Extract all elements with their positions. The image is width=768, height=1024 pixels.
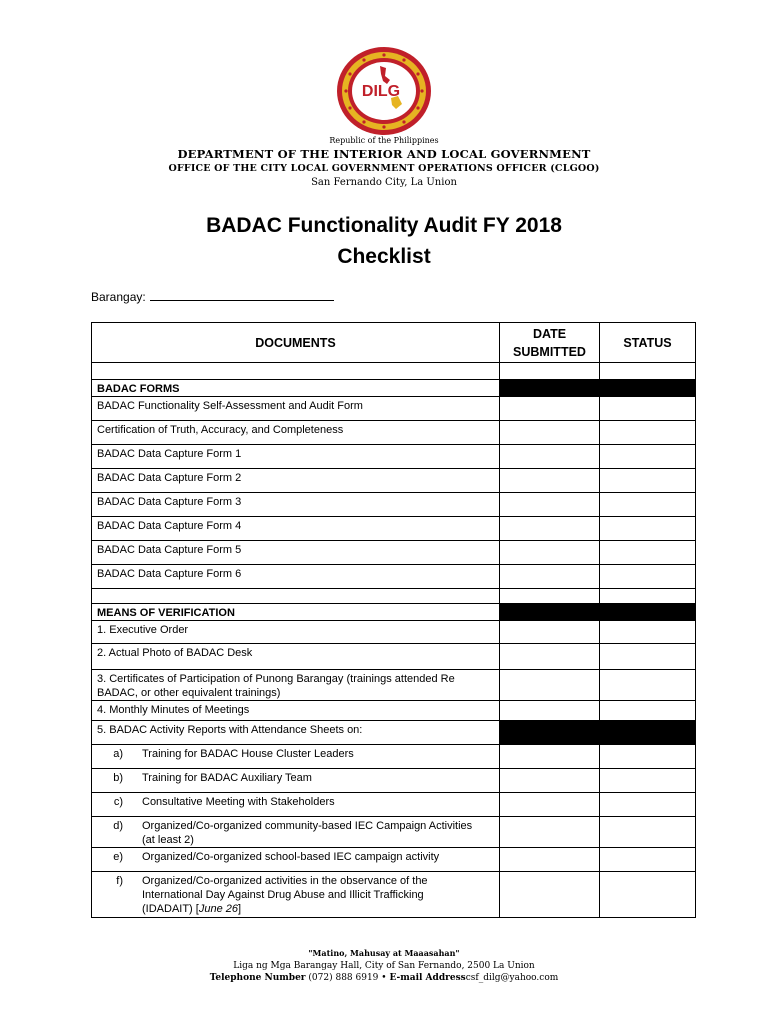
date-submitted-cell[interactable] bbox=[500, 541, 600, 565]
section-badac-forms: BADAC FORMS bbox=[92, 380, 696, 397]
dilg-seal-logo bbox=[336, 46, 432, 136]
shaded-cell bbox=[500, 380, 600, 397]
status-cell[interactable] bbox=[600, 621, 696, 644]
barangay-label: Barangay: bbox=[91, 290, 146, 304]
table-row: BADAC Data Capture Form 6 bbox=[92, 565, 696, 589]
date-submitted-cell[interactable] bbox=[500, 848, 600, 872]
date-submitted-cell[interactable] bbox=[500, 817, 600, 848]
table-row: a) Training for BADAC House Cluster Leaders bbox=[92, 745, 696, 769]
status-cell[interactable] bbox=[600, 469, 696, 493]
date-submitted-cell[interactable] bbox=[500, 493, 600, 517]
col-date-submitted: DATE SUBMITTED bbox=[500, 323, 600, 363]
office-name: OFFICE OF THE CITY LOCAL GOVERNMENT OPERATIONS OFFICER (CLGOO) bbox=[168, 163, 600, 174]
date-submitted-cell[interactable] bbox=[500, 793, 600, 817]
status-cell[interactable] bbox=[600, 565, 696, 589]
table-row: e) Organized/Co-organized school-based IEC campaign activity bbox=[92, 848, 696, 872]
status-cell[interactable] bbox=[600, 397, 696, 421]
checklist-table bbox=[91, 322, 696, 918]
barangay-field bbox=[91, 289, 334, 304]
table-row: c) Consultative Meeting with Stakeholders bbox=[92, 793, 696, 817]
date-submitted-cell[interactable] bbox=[500, 517, 600, 541]
status-cell[interactable] bbox=[600, 817, 696, 848]
date-submitted-cell[interactable] bbox=[500, 565, 600, 589]
table-row: 3. Certificates of Participation of Punong Barangay (trainings attended Re BADAC, or other equivalent trainings) bbox=[92, 670, 696, 701]
status-cell[interactable] bbox=[600, 493, 696, 517]
table-row: BADAC Data Capture Form 2 bbox=[92, 469, 696, 493]
status-cell[interactable] bbox=[600, 421, 696, 445]
table-row: 1. Executive Order bbox=[92, 621, 696, 644]
footer-contact: Telephone Number (072) 888 6919 • E-mail Addresscsf_dilg@yahoo.com bbox=[209, 973, 559, 983]
table-row: BADAC Data Capture Form 3 bbox=[92, 493, 696, 517]
status-cell[interactable] bbox=[600, 644, 696, 670]
table-row: 5. BADAC Activity Reports with Attendance Sheets on: bbox=[92, 721, 696, 745]
date-submitted-cell[interactable] bbox=[500, 769, 600, 793]
status-cell[interactable] bbox=[600, 517, 696, 541]
shaded-cell bbox=[500, 721, 600, 745]
section-means-of-verification: MEANS OF VERIFICATION bbox=[92, 604, 696, 621]
table-header-row bbox=[92, 323, 696, 363]
status-cell[interactable] bbox=[600, 541, 696, 565]
table-row: Certification of Truth, Accuracy, and Completeness bbox=[92, 421, 696, 445]
date-submitted-cell[interactable] bbox=[500, 421, 600, 445]
date-submitted-cell[interactable] bbox=[500, 701, 600, 721]
status-cell[interactable] bbox=[600, 670, 696, 701]
republic-line: Republic of the Philippines bbox=[329, 136, 439, 145]
table-row: d) Organized/Co-organized community-based IEC Campaign Activities (at least 2) bbox=[92, 817, 696, 848]
date-submitted-cell[interactable] bbox=[500, 872, 600, 918]
table-row: f) Organized/Co-organized activities in the observance of the International Day Against Drug Abuse and Illicit Trafficking (IDADAIT) [June 26] bbox=[92, 872, 696, 918]
table-row-spacer bbox=[92, 589, 696, 604]
logo-text: DILG bbox=[361, 83, 401, 100]
table-row: BADAC Data Capture Form 4 bbox=[92, 517, 696, 541]
date-submitted-cell[interactable] bbox=[500, 621, 600, 644]
status-cell[interactable] bbox=[600, 745, 696, 769]
status-cell[interactable] bbox=[600, 848, 696, 872]
status-cell[interactable] bbox=[600, 872, 696, 918]
status-cell[interactable] bbox=[600, 769, 696, 793]
date-submitted-cell[interactable] bbox=[500, 445, 600, 469]
date-submitted-cell[interactable] bbox=[500, 745, 600, 769]
table-row-spacer bbox=[92, 363, 696, 380]
shaded-cell bbox=[500, 604, 600, 621]
department-name: DEPARTMENT OF THE INTERIOR AND LOCAL GOVERNMENT bbox=[177, 147, 591, 161]
date-submitted-cell[interactable] bbox=[500, 469, 600, 493]
footer-motto: "Matino, Mahusay at Maaasahan" bbox=[308, 948, 460, 958]
status-cell[interactable] bbox=[600, 445, 696, 469]
city-line: San Fernando City, La Union bbox=[311, 177, 457, 188]
table-row: 4. Monthly Minutes of Meetings bbox=[92, 701, 696, 721]
document-title: BADAC Functionality Audit FY 2018 bbox=[206, 214, 562, 237]
date-submitted-cell[interactable] bbox=[500, 644, 600, 670]
table-row: BADAC Data Capture Form 1 bbox=[92, 445, 696, 469]
shaded-cell bbox=[600, 721, 696, 745]
status-cell[interactable] bbox=[600, 793, 696, 817]
col-documents: DOCUMENTS bbox=[92, 323, 500, 363]
status-cell[interactable] bbox=[600, 701, 696, 721]
col-status: STATUS bbox=[600, 323, 696, 363]
shaded-cell bbox=[600, 380, 696, 397]
date-submitted-cell[interactable] bbox=[500, 397, 600, 421]
document-subtitle: Checklist bbox=[337, 245, 431, 268]
table-row: 2. Actual Photo of BADAC Desk bbox=[92, 644, 696, 670]
table-row: b) Training for BADAC Auxiliary Team bbox=[92, 769, 696, 793]
table-row: BADAC Data Capture Form 5 bbox=[92, 541, 696, 565]
table-row: BADAC Functionality Self-Assessment and Audit Form bbox=[92, 397, 696, 421]
date-submitted-cell[interactable] bbox=[500, 670, 600, 701]
shaded-cell bbox=[600, 604, 696, 621]
barangay-blank-line bbox=[150, 289, 334, 301]
footer-address: Liga ng Mga Barangay Hall, City of San Fernando, 2500 La Union bbox=[233, 961, 535, 971]
